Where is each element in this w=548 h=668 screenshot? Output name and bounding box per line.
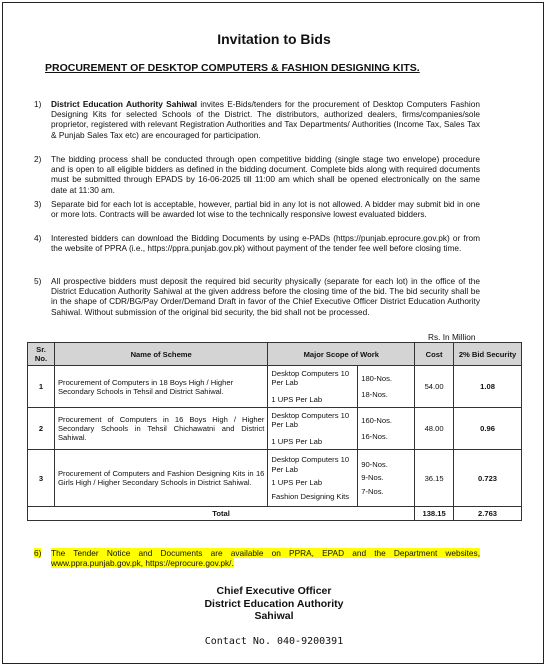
row-cost: 36.15 xyxy=(415,450,454,507)
total-cost: 138.15 xyxy=(415,507,454,521)
qty-item: 180-Nos. xyxy=(361,373,393,383)
table-header-row xyxy=(28,343,522,366)
row-qty xyxy=(358,450,415,507)
paragraph-1 xyxy=(34,99,480,140)
paragraph-text: The Tender Notice and Documents are available on PPRA, EPAD and the Department websites, www.ppra.punjab.gov.pk, https://eprocure.gov.pk/. xyxy=(51,548,480,569)
row-sr: 2 xyxy=(28,408,55,450)
paragraph-6 xyxy=(34,548,480,568)
row-cost: 54.00 xyxy=(415,366,454,408)
qty-item: 16-Nos. xyxy=(361,432,388,441)
paragraph-text: The bidding process shall be conducted through open competitive bidding (single stage two envelope) procedure and is open to all eligible bidders as defined in the bidding document. Complete bids along with required documents must be submitted through EPADS by 16-06-2025 till 11:00 am which shall be opened electronically on the same date at 11:30 am. xyxy=(51,154,480,195)
row-qty xyxy=(358,366,415,408)
header-scheme: Name of Scheme xyxy=(54,343,267,366)
row-security: 1.08 xyxy=(454,366,522,408)
row-scheme: Procurement of Computers in 16 Boys High / Higher Secondary Schools in Tehsil Chichawatni and District Sahiwal. xyxy=(54,408,267,450)
paragraph-text: invites E-Bids/tenders for the procurement of Desktop Computers Fashion Designing Kits for selected Schools of the District. The distributors, authorized dealers, firms/companies/sole proprietor, registered with relevant Registration Authorities and Tax Departments/ Authorities (Income Tax, Sales Tax & Punjab Sales Tax etc) are encouraged for participation. xyxy=(51,99,480,140)
scope-item: Desktop Computers 10 Per Lab xyxy=(271,455,350,474)
row-scope xyxy=(268,366,358,408)
table-total-row xyxy=(28,507,522,521)
currency-note: Rs. In Million xyxy=(428,332,476,342)
scope-item: 1 UPS Per Lab xyxy=(271,394,323,404)
header-scope: Major Scope of Work xyxy=(268,343,415,366)
paragraph-number: 5) xyxy=(34,276,42,286)
paragraph-3 xyxy=(34,199,480,219)
row-scope xyxy=(268,450,358,507)
paragraph-4 xyxy=(34,233,480,253)
row-cost: 48.00 xyxy=(415,408,454,450)
row-sr: 3 xyxy=(28,450,55,507)
row-scheme: Procurement of Computers and Fashion Designing Kits in 16 Girls High / Higher Secondary Schools in District Sahiwal. xyxy=(54,450,267,507)
bids-table xyxy=(27,342,522,521)
row-qty xyxy=(358,408,415,450)
qty-item: 7-Nos. xyxy=(361,486,384,496)
paragraph-number: 3) xyxy=(34,199,42,209)
paragraph-text: Interested bidders can download the Bidding Documents by using e-PADs (https://punjab.eprocure.gov.pk) or from the website of PPRA (i.e., https://ppra.punjab.gov.pk) without payment of the tender fee well before closing time. xyxy=(51,233,480,254)
qty-item: 90-Nos. xyxy=(361,459,388,469)
scope-item: Desktop Computers 10 Per Lab xyxy=(271,368,350,388)
paragraph-5 xyxy=(34,276,480,317)
row-security: 0.723 xyxy=(454,450,522,507)
authority-name: District Education Authority Sahiwal xyxy=(51,99,198,109)
officer-title: Chief Executive Officer xyxy=(216,585,332,597)
header-sr: Sr. No. xyxy=(28,343,55,366)
signature-block xyxy=(0,585,548,623)
scope-item: Fashion Designing Kits xyxy=(271,491,350,501)
page-subtitle: PROCUREMENT OF DESKTOP COMPUTERS & FASHION DESIGNING KITS. xyxy=(45,62,420,74)
district-name: Sahiwal xyxy=(254,610,294,622)
paragraph-2 xyxy=(34,154,480,195)
total-security: 2.763 xyxy=(454,507,522,521)
authority-title: District Education Authority xyxy=(204,597,344,610)
scope-item: 1 UPS Per Lab xyxy=(271,436,323,446)
paragraph-number: 4) xyxy=(34,233,42,243)
table-row xyxy=(28,366,522,408)
table-row xyxy=(28,450,522,507)
paragraph-number: 6) xyxy=(34,548,42,558)
row-security: 0.96 xyxy=(454,408,522,450)
page-title: Invitation to Bids xyxy=(217,31,331,47)
header-security: 2% Bid Security xyxy=(454,343,522,366)
scope-item: 1 UPS Per Lab xyxy=(271,478,323,487)
qty-item: 160-Nos. xyxy=(361,415,393,425)
header-cost: Cost xyxy=(415,343,454,366)
row-scheme: Procurement of Computers in 18 Boys High / Higher Secondary Schools in Tehsil and District Sahiwal. xyxy=(54,366,267,408)
paragraph-number: 2) xyxy=(34,154,42,164)
qty-item: 18-Nos. xyxy=(361,390,388,399)
scope-item: Desktop Computers 10 Per Lab xyxy=(271,410,350,430)
row-scope xyxy=(268,408,358,450)
paragraph-text: All prospective bidders must deposit the required bid security physically (separate for each lot) in the office of the District Education Authority Sahiwal at the given address before the closing time of the bid. The bid security shall be in the shape of CDR/BG/Pay Order/Demand Draft in favor of the Chief Executive Officer District Education Authority Sahiwal. Without submission of the original bid security, the bid shall not be processed. xyxy=(51,276,480,317)
qty-item: 9-Nos. xyxy=(361,473,384,483)
contact-number: Contact No. 040-9200391 xyxy=(204,636,344,647)
paragraph-number: 1) xyxy=(34,99,42,109)
paragraph-text: Separate bid for each lot is acceptable, however, partial bid in any lot is not allowed. A bidder may submit bid in one or more lots. Contracts will be awarded lot wise to the technically responsive lowest evaluated bidders. xyxy=(51,199,480,220)
table-row xyxy=(28,408,522,450)
row-sr: 1 xyxy=(28,366,55,408)
total-label: Total xyxy=(28,507,415,521)
